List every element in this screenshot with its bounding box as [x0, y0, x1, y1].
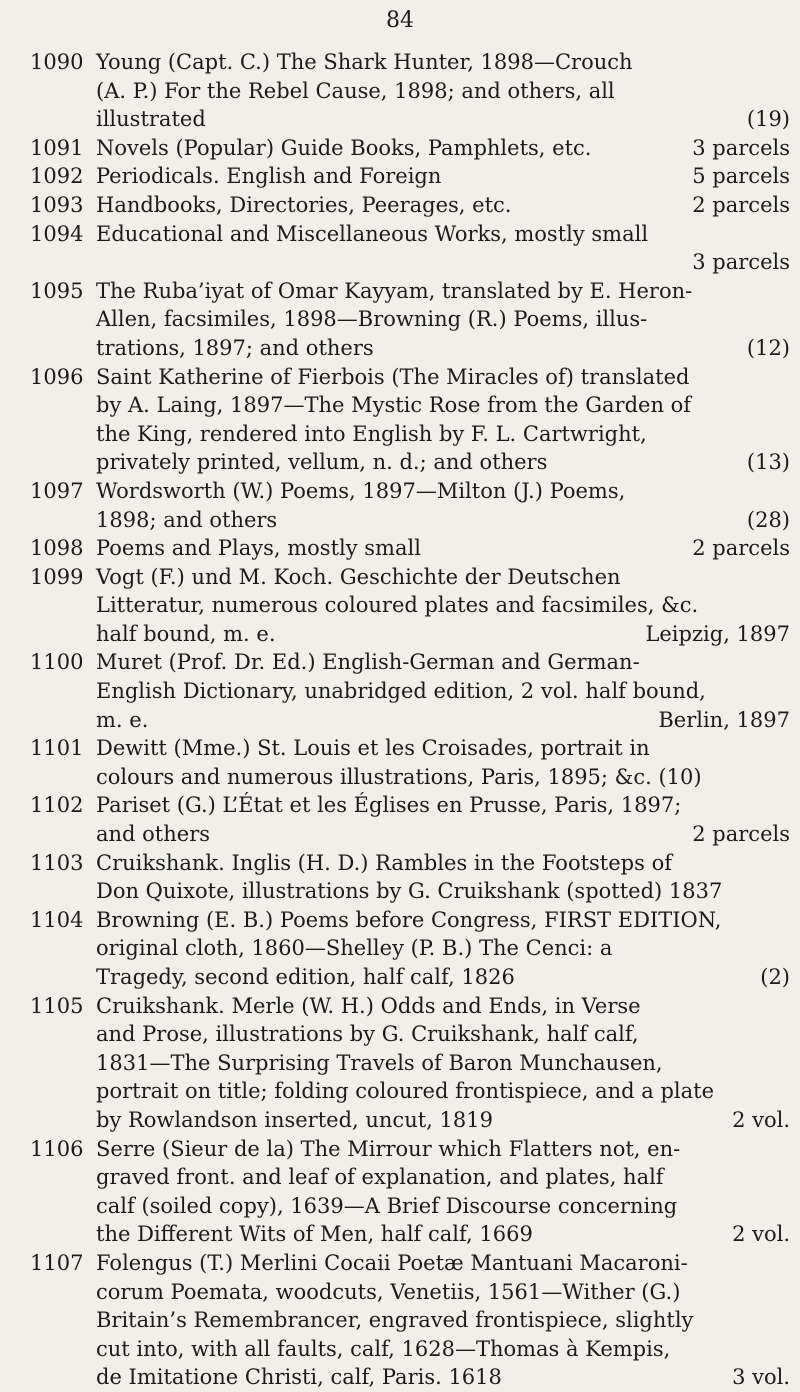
lot-quantity: 2 parcels [692, 536, 790, 561]
line-text: trations, 1897; and others [96, 335, 374, 360]
lot-quantity: 3 parcels [692, 135, 790, 160]
lot-quantity: (28) [746, 507, 790, 532]
lot-entry [30, 1249, 790, 1392]
lot-list [30, 48, 790, 1392]
lot-entry [30, 220, 790, 277]
description-line [96, 1363, 790, 1392]
lot-entry [30, 1135, 790, 1249]
lot-number: 1098 [30, 536, 84, 561]
lot-number: 1107 [30, 1250, 84, 1275]
line-text: the Different Wits of Men, half calf, 1669 [96, 1222, 533, 1247]
line-text: Litteratur, numerous coloured plates and facsimiles, &c. [96, 593, 699, 618]
lot-number: 1096 [30, 364, 84, 389]
description-line [96, 534, 790, 563]
line-text: by Rowlandson inserted, uncut, 1819 [96, 1107, 493, 1132]
description-line [96, 448, 790, 477]
description-line [96, 77, 790, 106]
lot-description [96, 277, 790, 363]
lot-entry [30, 791, 790, 848]
line-text: and Prose, illustrations by G. Cruikshank, half calf, [96, 1022, 639, 1047]
line-text: half bound, m. e. [96, 621, 276, 646]
line-text: portrait on title; folding coloured frontispiece, and a plate [96, 1079, 715, 1104]
line-text: by A. Laing, 1897—The Mystic Rose from the Garden of [96, 393, 692, 418]
line-text: Folengus (T.) Merlini Cocaii Poetæ Mantuani Macaroni- [96, 1250, 688, 1275]
line-text: (A. P.) For the Rebel Cause, 1898; and others, all [96, 78, 615, 103]
lot-description [96, 791, 790, 848]
lot-description [96, 906, 790, 992]
lot-number: 1101 [30, 736, 84, 761]
line-text: Educational and Miscellaneous Works, mostly small [96, 221, 649, 246]
lot-description [96, 48, 790, 134]
page-number: 84 [386, 8, 414, 33]
lot-entry [30, 134, 790, 163]
lot-quantity: Berlin, 1897 [658, 707, 790, 732]
lot-number: 1094 [30, 221, 84, 246]
description-line [96, 1049, 790, 1078]
description-line [96, 791, 790, 820]
lot-entry [30, 162, 790, 191]
line-text: calf (soiled copy), 1639—A Brief Discourse concerning [96, 1193, 678, 1218]
description-line [96, 677, 790, 706]
description-line [96, 1335, 790, 1364]
line-text: original cloth, 1860—Shelley (P. B.) The Cenci: a [96, 936, 613, 961]
description-line [96, 477, 790, 506]
lot-description [96, 477, 790, 534]
lot-description [96, 849, 790, 906]
lot-quantity: (19) [746, 107, 790, 132]
line-text: corum Poemata, woodcuts, Venetiis, 1561—Wither (G.) [96, 1279, 681, 1304]
lot-number: 1090 [30, 50, 84, 74]
description-line [96, 963, 790, 992]
description-line [96, 105, 790, 134]
description-line [96, 334, 790, 363]
lot-quantity: 2 parcels [692, 822, 790, 847]
lot-entry [30, 48, 790, 134]
lot-number: 1099 [30, 564, 84, 589]
description-line [96, 191, 790, 220]
description-line [96, 706, 790, 735]
line-text: Wordsworth (W.) Poems, 1897—Milton (J.) Poems, [96, 478, 626, 503]
lot-entry [30, 563, 790, 649]
lot-number: 1093 [30, 192, 84, 217]
lot-quantity: 5 parcels [692, 164, 790, 189]
line-text: Handbooks, Directories, Peerages, etc. [96, 192, 512, 217]
lot-description [96, 734, 790, 791]
description-line [96, 1077, 790, 1106]
description-line [96, 763, 790, 792]
lot-number: 1102 [30, 793, 84, 818]
description-line [96, 591, 790, 620]
line-text: Tragedy, second edition, half calf, 1826 [96, 965, 515, 989]
description-line [96, 620, 790, 649]
description-line [96, 277, 790, 306]
lot-quantity: (2) [760, 965, 790, 989]
line-text: de Imitatione Christi, calf, Paris. 1618 [96, 1365, 502, 1390]
lot-quantity: 2 parcels [692, 192, 790, 217]
line-text: Dewitt (Mme.) St. Louis et les Croisades, portrait in [96, 736, 650, 761]
description-line [96, 363, 790, 392]
description-line [96, 1135, 790, 1164]
lot-entry [30, 534, 790, 563]
lot-description [96, 563, 790, 649]
lot-quantity: 3 vol. [732, 1365, 790, 1390]
lot-number: 1105 [30, 993, 84, 1018]
lot-entry [30, 363, 790, 477]
lot-entry [30, 992, 790, 1135]
line-text: Poems and Plays, mostly small [96, 536, 421, 561]
description-line [96, 877, 790, 906]
description-line [96, 1249, 790, 1278]
lot-quantity: (13) [746, 450, 790, 475]
lot-description [96, 220, 790, 277]
description-line [96, 563, 790, 592]
lot-entry [30, 734, 790, 791]
lot-description [96, 534, 790, 563]
lot-quantity: Leipzig, 1897 [645, 621, 790, 646]
line-text: Cruikshank. Inglis (H. D.) Rambles in the Footsteps of [96, 850, 672, 875]
line-text: Browning (E. B.) Poems before Congress, FIRST EDITION, [96, 907, 722, 932]
line-text: the King, rendered into English by F. L. Cartwright, [96, 421, 647, 446]
lot-number: 1095 [30, 278, 84, 303]
description-line [96, 248, 790, 277]
lot-number: 1100 [30, 650, 84, 675]
description-line [96, 305, 790, 334]
lot-number: 1106 [30, 1136, 84, 1161]
line-text: Young (Capt. C.) The Shark Hunter, 1898—Crouch [96, 50, 633, 74]
line-text: Cruikshank. Merle (W. H.) Odds and Ends, in Verse [96, 993, 641, 1018]
description-line [96, 134, 790, 163]
line-text: graved front. and leaf of explanation, and plates, half [96, 1165, 664, 1190]
description-line [96, 162, 790, 191]
description-line [96, 734, 790, 763]
lot-description [96, 191, 790, 220]
lot-description [96, 1249, 790, 1392]
line-text: Novels (Popular) Guide Books, Pamphlets, etc. [96, 135, 592, 160]
lot-number: 1091 [30, 135, 84, 160]
lot-entry [30, 906, 790, 992]
lot-description [96, 134, 790, 163]
lot-quantity: 2 vol. [732, 1222, 790, 1247]
lot-entry [30, 477, 790, 534]
line-text: English Dictionary, unabridged edition, 2 vol. half bound, [96, 679, 706, 704]
line-text: cut into, with all faults, calf, 1628—Thomas à Kempis, [96, 1336, 671, 1361]
line-text: Periodicals. English and Foreign [96, 164, 442, 189]
lot-entry [30, 191, 790, 220]
description-line [96, 1106, 790, 1135]
description-line [96, 992, 790, 1021]
line-text: Don Quixote, illustrations by G. Cruikshank (spotted) 1837 [96, 879, 723, 904]
lot-description [96, 363, 790, 477]
description-line [96, 420, 790, 449]
lot-entry [30, 277, 790, 363]
lot-number: 1097 [30, 478, 84, 503]
lot-number: 1104 [30, 907, 84, 932]
description-line [96, 849, 790, 878]
description-line [96, 1163, 790, 1192]
lot-description [96, 162, 790, 191]
lot-description [96, 1135, 790, 1249]
lot-description [96, 992, 790, 1135]
line-text: m. e. [96, 707, 149, 732]
line-text: Saint Katherine of Fierbois (The Miracles of) translated [96, 364, 690, 389]
description-line [96, 391, 790, 420]
line-text: Serre (Sieur de la) The Mirrour which Flatters not, en- [96, 1136, 681, 1161]
description-line [96, 934, 790, 963]
line-text: Muret (Prof. Dr. Ed.) English-German and German- [96, 650, 640, 675]
lot-description [96, 648, 790, 734]
description-line [96, 1220, 790, 1249]
lot-quantity: 2 vol. [732, 1107, 790, 1132]
description-line [96, 1020, 790, 1049]
line-text: colours and numerous illustrations, Paris, 1895; &c. (10) [96, 764, 702, 789]
line-text: Pariset (G.) L’État et les Églises en Prusse, Paris, 1897; [96, 793, 682, 818]
line-text: 1831—The Surprising Travels of Baron Munchausen, [96, 1050, 663, 1075]
line-text: Britain’s Remembrancer, engraved frontispiece, slightly [96, 1308, 694, 1333]
description-line [96, 906, 790, 935]
line-text: privately printed, vellum, n. d.; and others [96, 450, 548, 475]
lot-quantity: 3 parcels [692, 250, 790, 275]
lot-entry [30, 648, 790, 734]
description-line [96, 1192, 790, 1221]
lot-entry [30, 849, 790, 906]
description-line [96, 220, 790, 249]
description-line [96, 1278, 790, 1307]
line-text: illustrated [96, 107, 206, 132]
line-text: Allen, facsimiles, 1898—Browning (R.) Poems, illus- [96, 307, 648, 332]
description-line [96, 1306, 790, 1335]
lot-number: 1103 [30, 850, 84, 875]
line-text: 1898; and others [96, 507, 278, 532]
lot-quantity: (12) [746, 335, 790, 360]
description-line [96, 820, 790, 849]
lot-number: 1092 [30, 164, 84, 189]
line-text: Vogt (F.) und M. Koch. Geschichte der Deutschen [96, 564, 621, 589]
description-line [96, 648, 790, 677]
line-text: and others [96, 822, 211, 847]
line-text: The Ruba’iyat of Omar Kayyam, translated by E. Heron- [96, 278, 693, 303]
description-line [96, 48, 790, 77]
description-line [96, 506, 790, 535]
